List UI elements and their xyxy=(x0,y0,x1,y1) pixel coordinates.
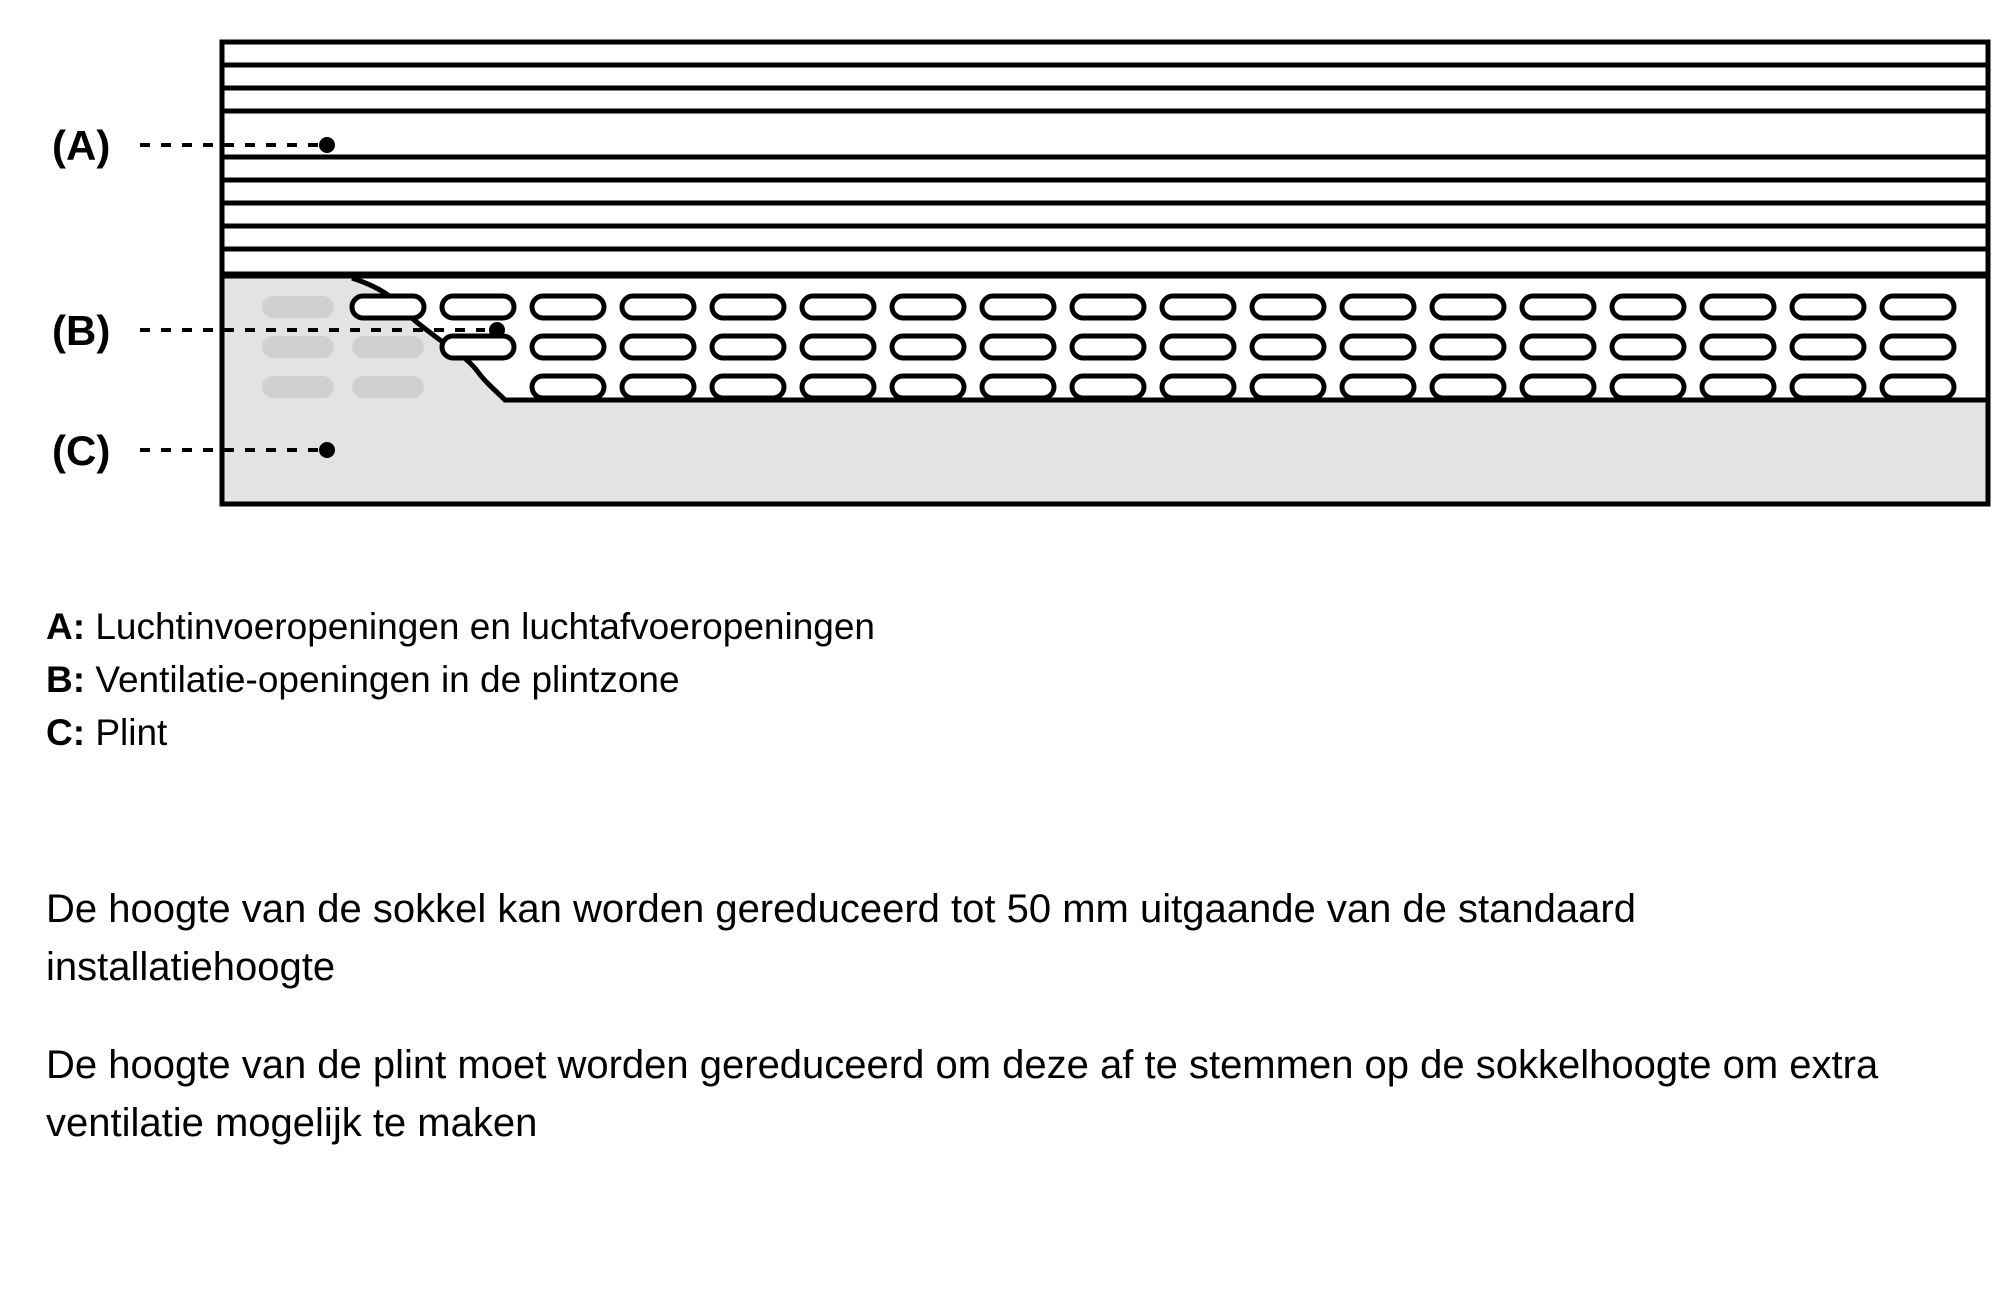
callout-c-dot xyxy=(319,442,335,458)
legend-text-a: Luchtinvoeropeningen en luchtafvoeropeningen xyxy=(95,606,876,647)
air-inlet-outlet-openings xyxy=(222,42,1988,274)
legend-item-a xyxy=(46,600,1946,653)
callout-b-dot xyxy=(489,322,505,338)
note-paragraph-2: De hoogte van de plint moet worden gereduceerd om deze af te stemmen op de sokkelhoogte om extra ventilatie mogelijk te maken xyxy=(46,1043,1879,1145)
legend-text-c: Plint xyxy=(95,712,168,753)
callout-b-label: (B) xyxy=(52,307,111,354)
legend-item-b xyxy=(46,653,1946,706)
callout-c-label: (C) xyxy=(52,427,111,474)
legend-text-b: Ventilatie-openingen in de plintzone xyxy=(95,659,680,700)
legend xyxy=(46,600,1946,759)
callout-a-dot xyxy=(319,137,335,153)
plinth-zone-ventilation-openings xyxy=(222,276,1988,400)
callout-a-label: (A) xyxy=(52,122,111,169)
ventilation-diagram xyxy=(0,0,2000,560)
legend-key-c: C: xyxy=(46,712,86,753)
legend-key-a: A: xyxy=(46,606,86,647)
legend-key-b: B: xyxy=(46,659,86,700)
diagram-svg xyxy=(0,0,2000,560)
notes xyxy=(46,840,1946,1192)
legend-item-c xyxy=(46,706,1946,759)
note-paragraph-1: De hoogte van de sokkel kan worden gereduceerd tot 50 mm uitgaande van de standaard installatiehoogte xyxy=(46,887,1636,989)
